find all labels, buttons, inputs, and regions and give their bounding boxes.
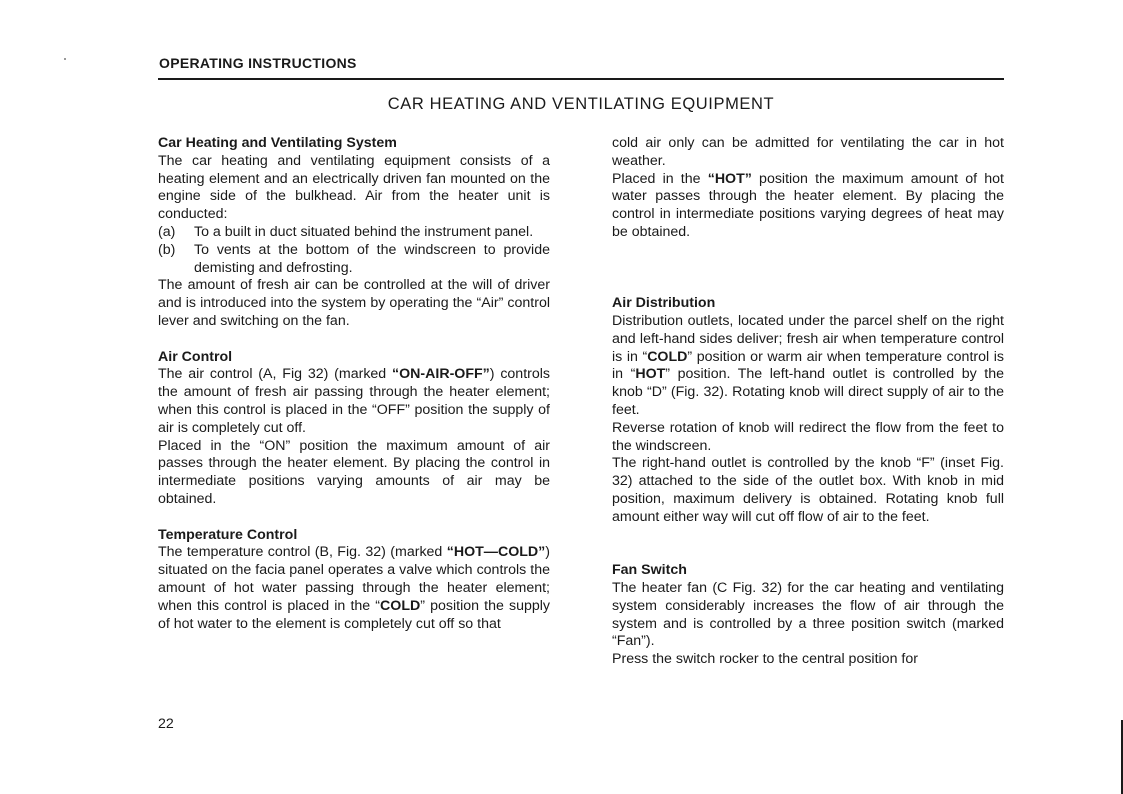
bold-run: “HOT—COLD” bbox=[446, 544, 546, 561]
section-heading-fan-switch: Fan Switch bbox=[612, 562, 687, 579]
heating-system-intro: The car heating and ventilating equipment consists of a heating element and an electrically driven fan mounted on the engine side of the bulkhead. Air from the heater unit is conducted: bbox=[158, 152, 550, 223]
fan-switch-paragraph-1: The heater fan (C Fig. 32) for the car heating and ventilating system considerably increases the flow of air through the system and is controlled by a three position switch (marked “Fan”). bbox=[612, 579, 1004, 650]
text-run: ” position or warm air when temperature control is in “ bbox=[612, 348, 1004, 383]
heating-system-outro: The amount of fresh air can be controlled at the will of driver and is introduced into the system by operating the “Air” control lever and switching on the fan. bbox=[158, 277, 550, 329]
list-item-b bbox=[158, 242, 550, 278]
air-distribution-paragraph-2: Reverse rotation of knob will redirect the flow from the feet to the windscreen. bbox=[612, 419, 1004, 454]
bold-run: HOT bbox=[635, 366, 666, 383]
section-heading-air-control: Air Control bbox=[158, 348, 233, 365]
temperature-control-paragraph-2 bbox=[612, 171, 1004, 242]
section-heading-heating-system: Car Heating and Ventilating System bbox=[158, 135, 397, 151]
running-head: OPERATING INSTRUCTIONS bbox=[159, 55, 357, 71]
bold-run: COLD bbox=[380, 597, 421, 614]
text-run: ) controls the amount of fresh air passing through the heater element; when this control is placed in the “OFF” position the supply of air is completely cut off. bbox=[158, 366, 551, 436]
air-distribution-paragraph-1 bbox=[612, 313, 1004, 420]
list-marker: (a) bbox=[158, 223, 176, 240]
header-rule bbox=[158, 78, 1004, 80]
page-number: 22 bbox=[158, 716, 174, 732]
text-run: ” position. The left-hand outlet is controlled by the knob “D” (Fig. 32). Rotating knob will direct supply of air to the feet. bbox=[612, 366, 1004, 418]
page-title: CAR HEATING AND VENTILATING EQUIPMENT bbox=[387, 95, 775, 113]
fan-switch-paragraph-2: Press the switch rocker to the central position for bbox=[612, 651, 918, 668]
list-text: To vents at the bottom of the windscreen to provide demisting and defrosting. bbox=[194, 241, 550, 276]
right-column bbox=[612, 135, 1004, 669]
text-run: The air control (A, Fig 32) (marked bbox=[158, 366, 393, 383]
list-item-a bbox=[158, 224, 550, 242]
text-run: ” position the supply of hot water to the element is completely cut off so that bbox=[158, 597, 551, 632]
temperature-control-continuation: cold air only can be admitted for ventilating the car in hot weather. bbox=[612, 135, 1004, 169]
text-run: ) situated on the facia panel operates a valve which controls the amount of hot water passing through the heater element; when this control is placed in the “ bbox=[158, 544, 550, 614]
list-marker: (b) bbox=[158, 241, 176, 258]
list-text: To a built in duct situated behind the instrument panel. bbox=[194, 223, 534, 240]
bold-run: COLD bbox=[647, 348, 688, 365]
section-heading-air-distribution: Air Distribution bbox=[612, 295, 716, 312]
air-control-paragraph-1 bbox=[158, 366, 550, 437]
section-heading-temperature-control: Temperature Control bbox=[158, 526, 298, 543]
text-run: Placed in the bbox=[612, 170, 708, 187]
bold-run: “ON-AIR-OFF” bbox=[392, 366, 490, 383]
bold-run: “HOT” bbox=[707, 170, 752, 187]
left-column bbox=[158, 135, 550, 633]
text-run: Distribution outlets, located under the parcel shelf on the right and left-hand sides deliver; fresh air when temperature control is in “ bbox=[612, 312, 1004, 365]
air-control-paragraph-2: Placed in the “ON” position the maximum amount of air passes through the heater element. By placing the control in intermediate positions varying amounts of air may be obtained. bbox=[158, 437, 550, 507]
temperature-control-paragraph-1 bbox=[158, 544, 550, 633]
text-run: The temperature control (B, Fig. 32) (marked bbox=[158, 544, 447, 561]
air-distribution-paragraph-3: The right-hand outlet is controlled by the knob “F” (inset Fig. 32) attached to the side of the outlet box. With knob in mid position, maximum delivery is obtained. Rotating knob full amount either way will cut off flow of air to the feet. bbox=[612, 455, 1004, 525]
scan-speck bbox=[64, 58, 66, 60]
text-run: position the maximum amount of hot water passes through the heater element. By placing the control in intermediate positions varying degrees of heat may be obtained. bbox=[612, 170, 1004, 240]
